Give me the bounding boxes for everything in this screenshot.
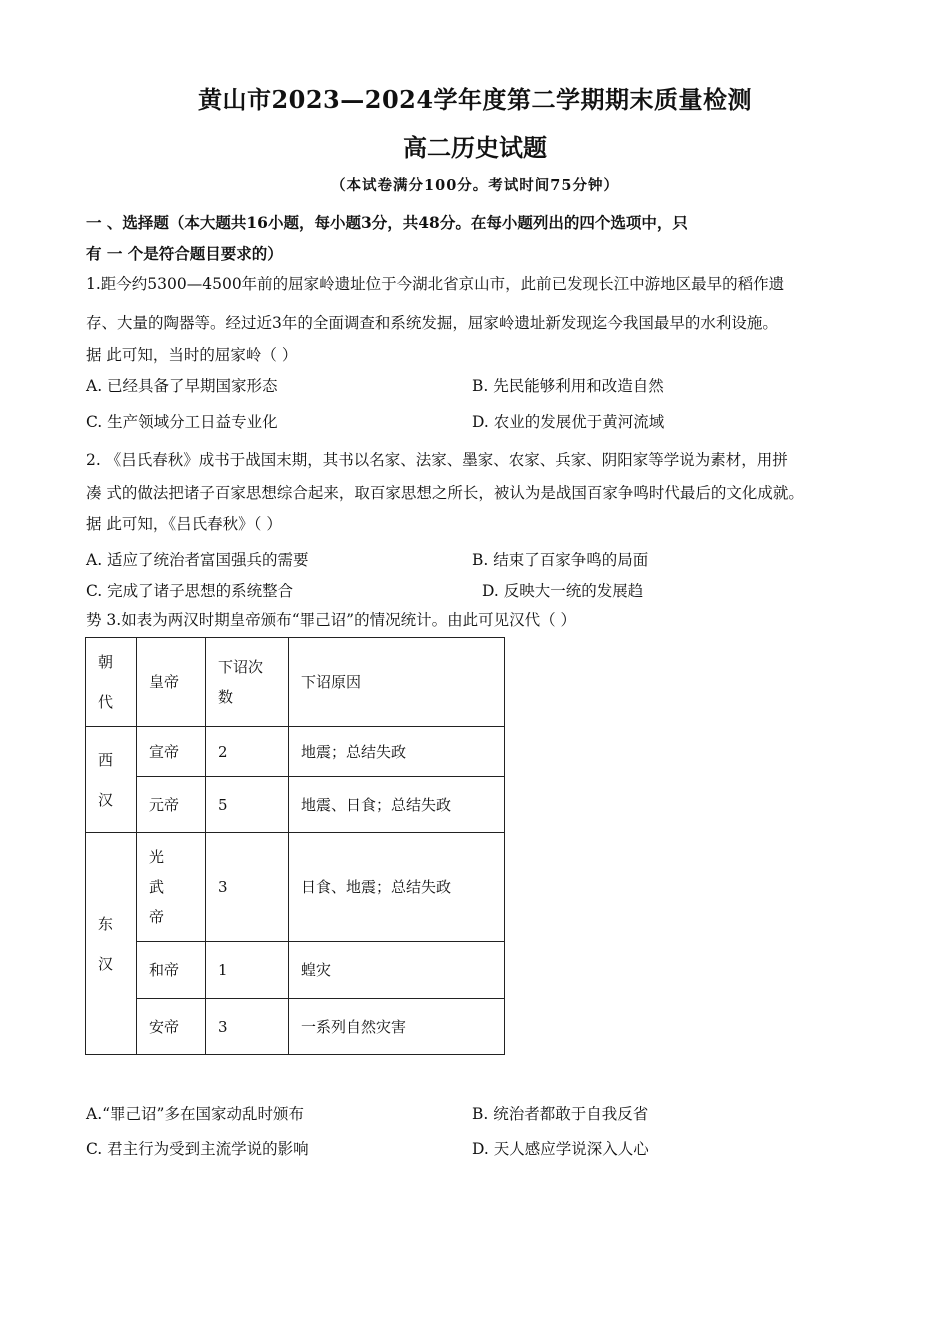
reason-cell: 一系列自然灾害 [289, 999, 505, 1055]
q2-line2: 凑 式的做法把诸子百家思想综合起来，取百家思想之所长，被认为是战国百家争鸣时代最后的文化成就。 [86, 484, 804, 502]
count-cell: 1 [206, 942, 289, 999]
q1-line2: 存、大量的陶器等。经过近3年的全面调查和系统发掘，屈家岭遗址新发现迄今我国最早的水利设施。 [86, 314, 778, 332]
q1-option-a[interactable]: A. 已经具备了早期国家形态 [86, 377, 278, 395]
count-cell: 5 [206, 777, 289, 833]
q3-option-d[interactable]: D. 天人感应学说深入人心 [472, 1140, 649, 1158]
section-heading-line2: 有 一 个是符合题目要求的） [86, 244, 283, 263]
table-row [86, 833, 505, 942]
q1-option-d[interactable]: D. 农业的发展优于黄河流域 [472, 413, 665, 431]
q2-option-d[interactable]: D. 反映大一统的发展趋 [482, 582, 644, 600]
q2-option-c[interactable]: C. 完成了诸子思想的系统整合 [86, 582, 294, 600]
q2-option-a[interactable]: A. 适应了统治者富国强兵的需要 [86, 551, 309, 569]
exam-note: （本试卷满分100分。考试时间75分钟） [331, 177, 619, 194]
table-row [86, 777, 505, 833]
q3-stem: 势 3.如表为两汉时期皇帝颁布“罪己诏”的情况统计。由此可见汉代（ ） [86, 611, 576, 629]
reason-cell: 地震、日食；总结失政 [289, 777, 505, 833]
q3-option-a[interactable]: A.“罪己诏”多在国家动乱时颁布 [86, 1105, 304, 1123]
edict-table [85, 637, 505, 1055]
emperor-cell: 元帝 [137, 777, 206, 833]
emperor-cell: 和帝 [137, 942, 206, 999]
emperor-cell: 安帝 [137, 999, 206, 1055]
q1-option-b[interactable]: B. 先民能够利用和改造自然 [472, 377, 664, 395]
emperor-cell: 光 武 帝 [137, 833, 206, 942]
header-dynasty: 朝 代 [86, 638, 137, 727]
table-row [86, 999, 505, 1055]
q3-option-b[interactable]: B. 统治者都敢于自我反省 [472, 1105, 649, 1123]
exam-subject: 高二历史试题 [403, 133, 547, 162]
q1-option-c[interactable]: C. 生产领域分工日益专业化 [86, 413, 278, 431]
q1-line3: 据 此可知，当时的屈家岭（ ） [86, 346, 298, 364]
dynasty-donghan: 东 汉 [86, 833, 137, 1055]
dynasty-xihan: 西 汉 [86, 727, 137, 833]
reason-cell: 日食、地震；总结失政 [289, 833, 505, 942]
q2-line1: 2. 《吕氏春秋》成书于战国末期，其书以名家、法家、墨家、农家、兵家、阴阳家等学说为素材，用拼 [86, 451, 788, 469]
count-cell: 3 [206, 833, 289, 942]
reason-cell: 蝗灾 [289, 942, 505, 999]
q2-option-b[interactable]: B. 结束了百家争鸣的局面 [472, 551, 649, 569]
exam-title: 黄山市2023—2024学年度第二学期期末质量检测 [197, 85, 753, 114]
count-cell: 3 [206, 999, 289, 1055]
header-reason: 下诏原因 [289, 638, 505, 727]
q2-line3: 据 此可知，《吕氏春秋》（ ） [86, 515, 282, 533]
table-row [86, 942, 505, 999]
header-emperor: 皇帝 [137, 638, 206, 727]
header-count: 下诏次 数 [206, 638, 289, 727]
count-cell: 2 [206, 727, 289, 777]
section-heading-line1: 一 、选择题（本大题共16小题，每小题3分，共48分。在每小题列出的四个选项中，只 [86, 213, 688, 232]
q3-option-c[interactable]: C. 君主行为受到主流学说的影响 [86, 1140, 309, 1158]
table-header-row [86, 638, 505, 727]
q1-line1: 1.距今约5300—4500年前的屈家岭遗址位于今湖北省京山市，此前已发现长江中游地区最早的稻作遗 [86, 275, 785, 293]
emperor-cell: 宣帝 [137, 727, 206, 777]
table-row [86, 727, 505, 777]
reason-cell: 地震；总结失政 [289, 727, 505, 777]
